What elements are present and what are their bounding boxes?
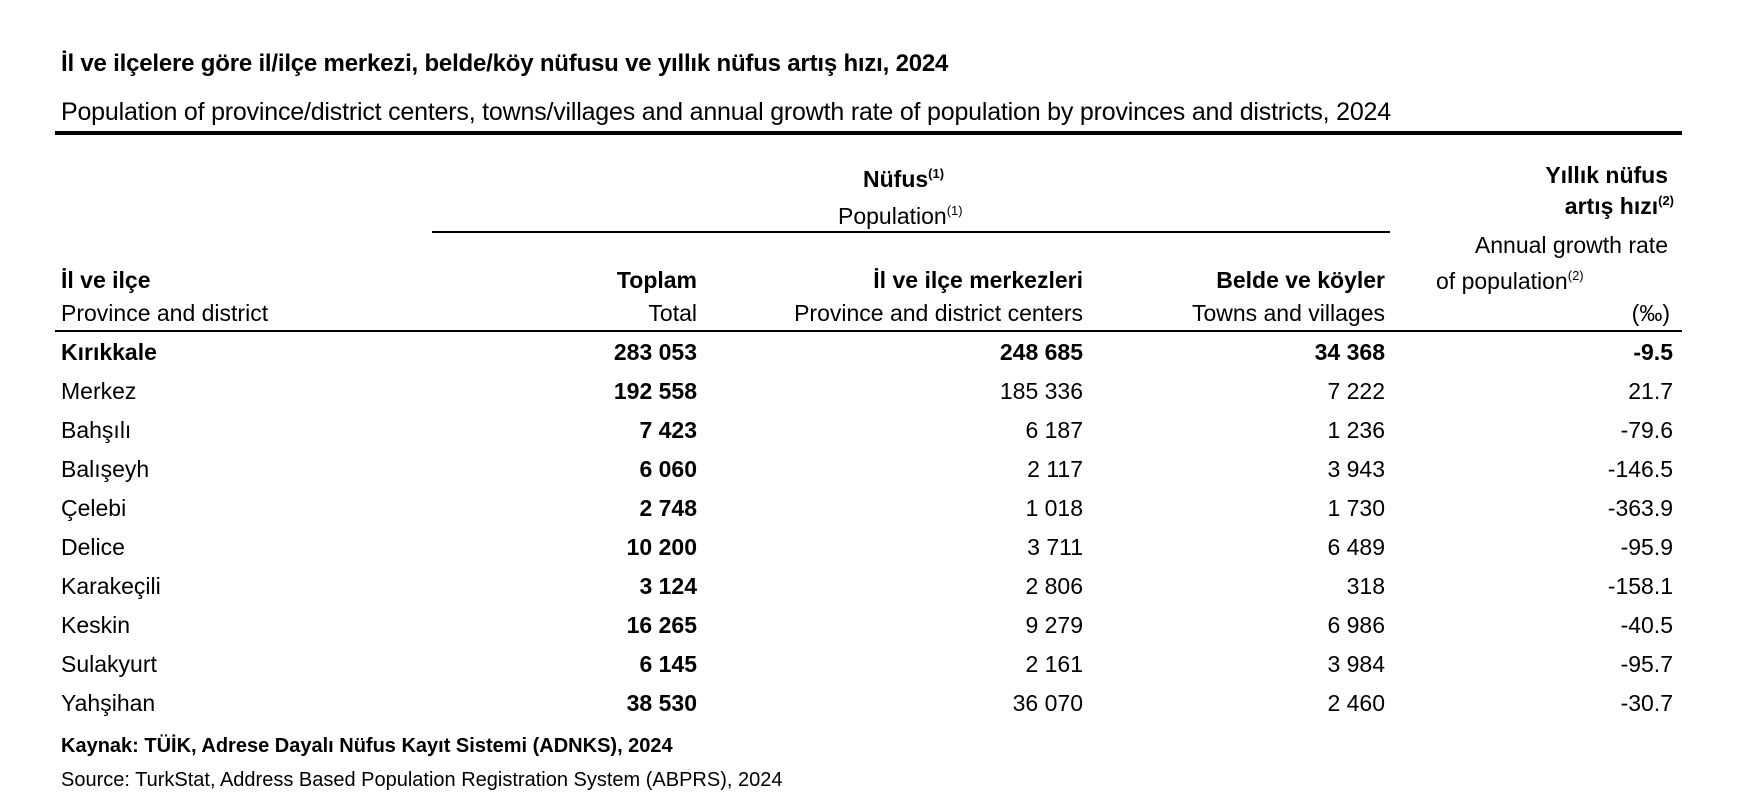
table-row — [0, 378, 1748, 417]
district-name: Sulakyurt — [61, 651, 157, 677]
growth-header-tr-line1: Yıllık nüfus — [1545, 162, 1668, 188]
table-row — [0, 612, 1748, 651]
table-row — [0, 690, 1748, 729]
source-note-turkish: Kaynak: TÜİK, Adrese Dayalı Nüfus Kayıt Sistemi (ADNKS), 2024 — [61, 735, 673, 757]
total-value: 38 530 — [626, 690, 697, 716]
table-row — [0, 573, 1748, 612]
centers-value: 1 018 — [1025, 495, 1083, 521]
population-group-divider — [432, 231, 1390, 233]
total-value: 7 423 — [639, 417, 697, 443]
district-name: Karakeçili — [61, 573, 161, 599]
towns-value: 3 984 — [1327, 651, 1385, 677]
total-value: 2 748 — [639, 495, 697, 521]
growth-header-en-line2: of population$^{(2)}$ — [1436, 268, 1584, 294]
source-note-english: Source: TurkStat, Address Based Population Registration System (ABPRS), 2024 — [61, 769, 783, 791]
towns-header-tr: Belde ve köyler — [1216, 267, 1385, 293]
district-name: Merkez — [61, 378, 137, 404]
district-name: Yahşihan — [61, 690, 156, 716]
towns-value: 2 460 — [1327, 690, 1385, 716]
growth-header-en-line1: Annual growth rate — [1474, 232, 1668, 258]
centers-value: 36 070 — [1012, 690, 1083, 716]
population-group-header-tr: Nüfus$^{(1)}$ — [863, 166, 945, 192]
towns-value: 6 986 — [1327, 612, 1385, 638]
growth-header-unit: (‰) — [1631, 300, 1670, 326]
growth-header-tr-line2: artış hızı$^{(2)}$ — [1564, 193, 1674, 219]
table-row-province-total — [0, 339, 1748, 378]
total-value: 6 060 — [639, 456, 697, 482]
growth-value: 21.7 — [1628, 378, 1673, 404]
table-row — [0, 417, 1748, 456]
table-row — [0, 651, 1748, 690]
total-header-tr: Toplam — [616, 267, 697, 293]
towns-value: 318 — [1346, 573, 1385, 599]
towns-value: 3 943 — [1327, 456, 1385, 482]
table-title-turkish: İl ve ilçelere göre il/ilçe merkezi, belde/köy nüfusu ve yıllık nüfus artış hızı, 2024 — [61, 50, 949, 77]
district-name: Çelebi — [61, 495, 127, 521]
centers-value: 6 187 — [1025, 417, 1083, 443]
towns-header-en: Towns and villages — [1191, 300, 1385, 326]
centers-value: 2 806 — [1025, 573, 1083, 599]
district-name: Delice — [61, 534, 125, 560]
total-value: 6 145 — [639, 651, 697, 677]
province-header-en: Province and district — [61, 300, 269, 326]
table-row — [0, 495, 1748, 534]
district-name: Bahşılı — [61, 417, 132, 443]
centers-value: 248 685 — [999, 339, 1083, 365]
total-value: 192 558 — [613, 378, 697, 404]
district-name: Balışeyh — [61, 456, 150, 482]
total-value: 10 200 — [626, 534, 697, 560]
growth-value: -79.6 — [1620, 417, 1673, 443]
centers-value: 185 336 — [999, 378, 1083, 404]
centers-header-tr: İl ve ilçe merkezleri — [873, 267, 1083, 293]
province-header-tr: İl ve ilçe — [61, 267, 151, 293]
population-group-header-en: Population$^{(1)}$ — [838, 203, 963, 229]
table-row — [0, 534, 1748, 573]
towns-value: 34 368 — [1314, 339, 1385, 365]
towns-value: 6 489 — [1327, 534, 1385, 560]
total-value: 16 265 — [626, 612, 697, 638]
growth-value: -363.9 — [1607, 495, 1673, 521]
growth-value: -158.1 — [1607, 573, 1673, 599]
title-divider — [55, 131, 1682, 135]
district-name: Kırıkkale — [61, 339, 157, 365]
towns-value: 1 730 — [1327, 495, 1385, 521]
towns-value: 1 236 — [1327, 417, 1385, 443]
growth-value: -9.5 — [1633, 339, 1673, 365]
total-value: 3 124 — [639, 573, 697, 599]
header-divider — [55, 330, 1682, 332]
centers-value: 2 161 — [1025, 651, 1083, 677]
centers-value: 2 117 — [1027, 456, 1083, 482]
growth-value: -146.5 — [1607, 456, 1673, 482]
growth-value: -95.7 — [1620, 651, 1673, 677]
total-header-en: Total — [648, 300, 697, 326]
growth-value: -95.9 — [1620, 534, 1673, 560]
towns-value: 7 222 — [1327, 378, 1385, 404]
total-value: 283 053 — [613, 339, 697, 365]
table-title-english: Population of province/district centers, towns/villages and annual growth rate of population by provinces and districts, 2024 — [61, 98, 1391, 126]
growth-value: -40.5 — [1620, 612, 1673, 638]
table-row — [0, 456, 1748, 495]
centers-value: 9 279 — [1025, 612, 1083, 638]
district-name: Keskin — [61, 612, 131, 638]
centers-value: 3 711 — [1027, 534, 1083, 560]
growth-value: -30.7 — [1620, 690, 1673, 716]
centers-header-en: Province and district centers — [794, 300, 1083, 326]
